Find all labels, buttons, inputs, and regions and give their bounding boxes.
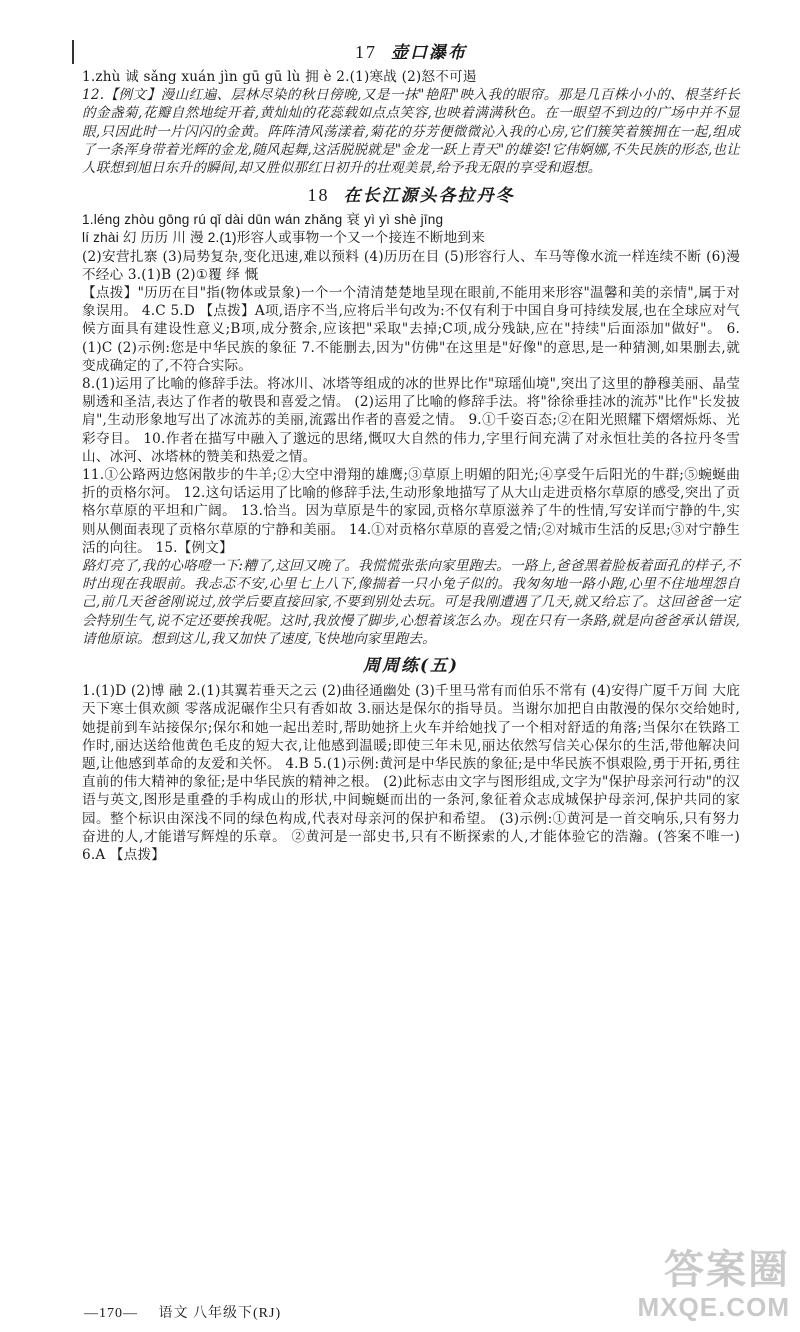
footer-grade: 八年级下(RJ) xyxy=(193,1306,282,1321)
pinyin-line: lí zhài 幻 历历 川 漫 2.(1)形容人或事物一个又一个接连不断地到来 xyxy=(82,230,486,246)
weekly-practice-title xyxy=(82,654,740,678)
page-edge-mark xyxy=(72,40,74,64)
section-18-name: 在长江源头各拉丹冬 xyxy=(343,186,515,207)
section-17-paragraph: 1.zhù 诚 sǎng xuán jìn gū gū lù 拥 è 2.(1)寒战 (2)怒不可遏 xyxy=(82,69,477,85)
section-17-example xyxy=(82,86,740,177)
page-footer xyxy=(84,1302,281,1322)
weekly-practice-name: 周周练(五) xyxy=(362,656,460,677)
section-18-paragraph: 8.(1)运用了比喻的修辞手法。将冰川、冰塔等组成的冰的世界比作"琼瑶仙境",突出了这里的静穆美丽、晶莹剔透和圣洁,表达了作者的敬畏和喜爱之情。 (2)运用了比喻的修辞手法。将"徐徐垂挂冰的流苏"比作"长发披肩",生动形象地写出了冰流苏的美丽,流露出作者的喜爱之情。 9.①千姿百态;②在阳光照耀下熠熠烁烁、光彩夺目。 10.作者在描写中融入了邈远的思绪,慨叹大自然的伟力,字里行间充满了对永恒壮美的各拉丹冬雪山、冰河、冰塔林的赞美和热爱之情。 xyxy=(82,376,740,465)
example-text: 漫山红遍、层林尽染的秋日傍晚,又是一抹"艳阳"映入我的眼帘。那是几百株小小的、根茎纤长的金盏菊,花瓣自然地绽开着,黄灿灿的花蕊载如点点笑容,也映着满满秋色。在一眼望不到边的广场中并不显眼,只因此时一片闪闪的金黄。阵阵清风荡漾着,菊花的芬芳便微微沁入我的心房,它们簇笑着簇拥在一起,组成了一条浑身带着光辉的金龙,随风起舞,这活脱脱就是"金龙一跃上青天"的雄姿!它伟婀娜,不失民族的形态,也让人联想到旭日东升的瞬间,却又胜似那红日初升的壮观美景,给予我无限的享受和遐想。 xyxy=(82,87,740,177)
example-label: 12.【例文】 xyxy=(82,87,161,104)
weekly-practice-answers xyxy=(82,682,740,864)
section-18-title xyxy=(82,183,740,207)
weekly-paragraph: 1.(1)D (2)博 融 2.(1)其翼若垂天之云 (2)曲径通幽处 (3)千里马常有而伯乐不常有 (4)安得广厦千万间 大庇天下寒士俱欢颜 零落成泥碾作尘只有香如故 3.丽达是保尔的指导员。当谢尔加把自由散漫的保尔交给她时,她提前到车站接保尔;保尔和她一起出差时,帮助她挤上火车并给她找了一个相对舒适的角落;当保尔在铁路工作时,丽达送给他黄色毛皮的短大衣,让他感到温暖;即使三年未见,丽达依然写信关心保尔的生活,带他解决问题,让他感到革命的友爱和关怀。 4.B 5.(1)示例:黄河是中华民族的象征;是中华民族不惧艰险,勇于开拓,勇往直前的伟大精神的象征;是中华民族的精神之根。 (2)此标志由文字与图形组成,文字为"保护母亲河行动"的汉语与英文,图形是重叠的手构成山的形状,中间蜿蜒而出的一条河,象征着众志成城保护母亲河,保护共同的家园。整个标识由深浅不同的绿色构成,代表对母亲河的保护和希望。 (3)示例:①黄河是一首交响乐,只有努力奋进的人,才能谱写辉煌的乐章。 ②黄河是一部史书,只有不断探索的人,才能体验它的浩瀚。(答案不唯一) 6.A 【点拨】 xyxy=(82,683,740,863)
pinyin-line: 1.léng zhòu gōng rú qǐ dài dūn wán zhǎng 衰 yì yì shè jīng xyxy=(82,212,444,228)
section-17-number: 17 xyxy=(355,42,377,62)
section-17-name: 壶口瀑布 xyxy=(391,43,467,63)
section-18-paragraph: 11.①公路两边悠闲散步的牛羊;②大空中滑翔的雄鹰;③草原上明媚的阳光;④享受午后阳光的牛群;⑤蜿蜒曲折的贡格尔河。 12.这句话运用了比喻的修辞手法,生动形象地描写了从大山走进贡格尔草原的感受,突出了贡格尔草原的平坦和广阔。 13.恰当。因为草原是牛的家园,贡格尔草原滋养了牛的性情,写安详而宁静的牛,实则从侧面表现了贡格尔草原的宁静和美丽。 14.①对贡格尔草原的喜爱之情;②对城市生活的反思;③对宁静生活的向往。 15.【例文】 xyxy=(82,467,740,556)
footer-subject: 语文 xyxy=(158,1306,189,1321)
section-18-number: 18 xyxy=(307,185,330,206)
site-watermark xyxy=(560,1248,790,1328)
section-17-answers xyxy=(82,68,740,177)
section-18-paragraph: 【点拨】"历历在目"指(物体或景象)一个一个清清楚楚地呈现在眼前,不能用来形容"温馨和美的亲情",属于对象误用。 4.C 5.D 【点拨】A项,语序不当,应将后半句改为:不仅有利于中国自身可持续发展,也在全球应对气候方面具有建设性意义;B项,成分赘余,应该把"采取"去掉;C项,成分残缺,应在"持续"后面添加"做好"。 6.(1)C (2)示例:您是中华民族的象征 7.不能删去,因为"仿佛"在这里是"好像"的意思,是一种猜测,如果删去,就变成确定的了,不符合实际。 xyxy=(82,285,740,374)
section-18-paragraph: (2)安营扎寨 (3)局势复杂,变化迅速,难以预料 (4)历历在目 (5)形容行人、车马等像水流一样连续不断 (6)漫不经心 3.(1)B (2)①覆 绎 慨 xyxy=(82,248,740,283)
watermark-domain: MXQE.COM xyxy=(637,1292,790,1322)
section-17-title xyxy=(82,40,740,64)
section-18-answers xyxy=(82,211,740,648)
watermark-logo-text: 答案圈 xyxy=(664,1248,790,1292)
section-18-example: 路灯亮了,我的心咯噔一下:糟了,这回又晚了。我慌慌张张向家里跑去。一路上,爸爸黑着脸板着面孔的样子,不时出现在我眼前。我忐忑不安,心里七上八下,像揣着一只小兔子似的。我匆匆地一路小跑,心里不住地埋怨自己,前几天爸爸刚说过,放学后要直接回家,不要到别处去玩。可是我刚遭遇了几天,就又给忘了。这回爸爸一定会特别生气,说不定还要挨我呢。这时,我放慢了脚步,心想着该怎么办。现在只有一条路,就是向爸爸承认错误,请他原谅。想到这儿,我又加快了速度,飞快地向家里跑去。 xyxy=(82,558,740,647)
page-number: —170— xyxy=(84,1306,138,1321)
